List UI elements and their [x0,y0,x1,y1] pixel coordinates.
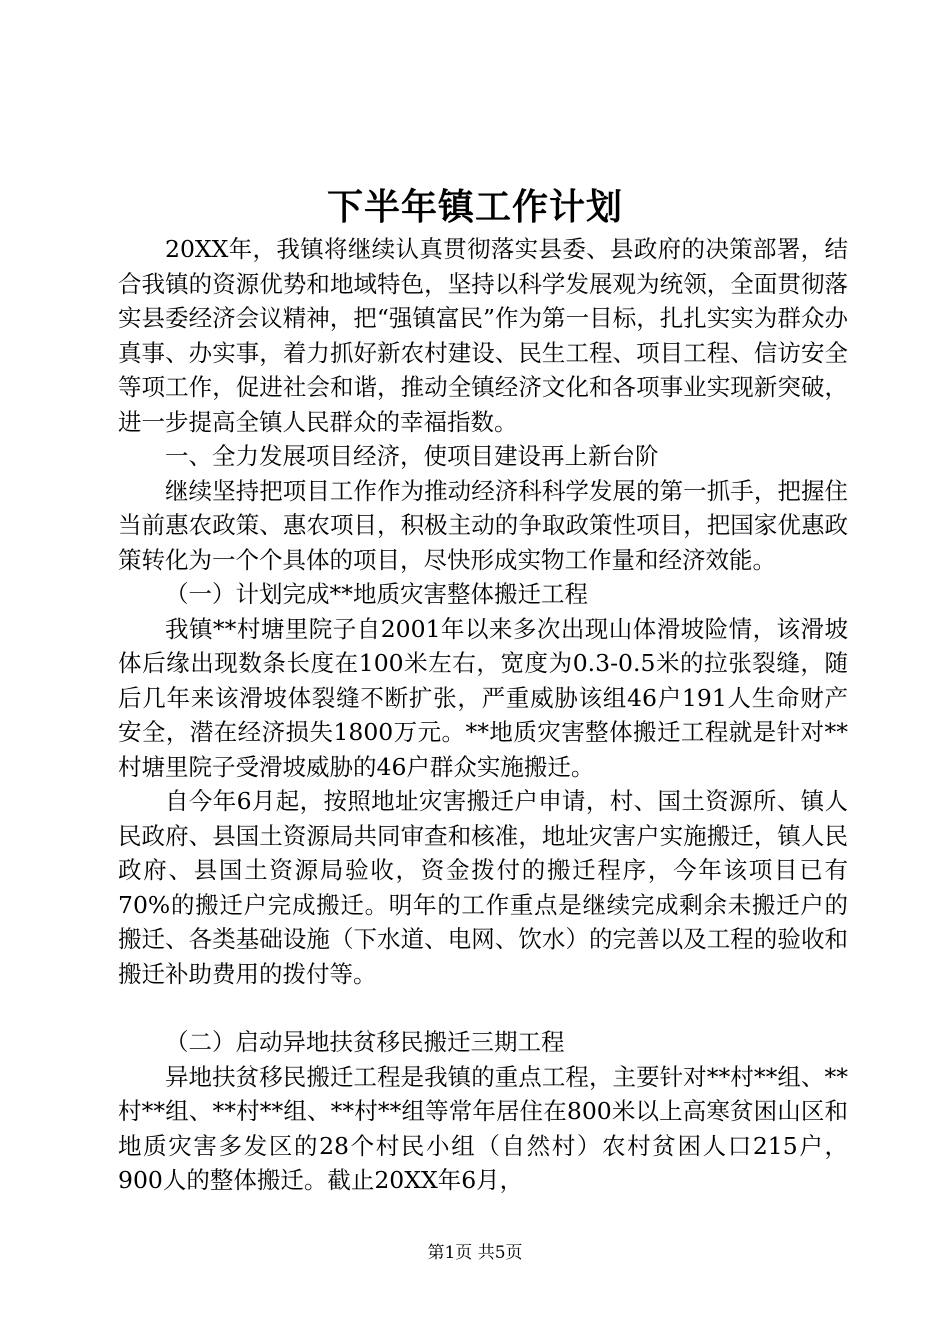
subsection-2-paragraph-1: 异地扶贫移民搬迁工程是我镇的重点工程，主要针对**村**组、**村**组、**村**组、**村**组等常年居住在800米以上高寒贫困山区和地质灾害多发区的28个村民小组（自然村）农村贫困人口215户，900人的整体搬迁。截止20XX年6月， [118,1062,848,1194]
section-1-paragraph: 继续坚持把项目工作作为推动经济科科学发展的第一抓手，把握住当前惠农政策、惠农项目，积极主动的争取政策性项目，把国家优惠政策转化为一个个具体的项目，尽快形成实物工作量和经济效能。 [118,476,848,574]
page-number-footer: 第1页 共5页 [427,1243,523,1263]
subsection-heading-2: （二）启动异地扶贫移民搬迁三期工程 [165,1028,565,1056]
subsection-heading-1: （一）计划完成**地质灾害整体搬迁工程 [165,580,588,608]
subsection-1-paragraph-2: 自今年6月起，按照地址灾害搬迁户申请，村、国土资源所、镇人民政府、县国土资源局共同审查和核准，地址灾害户实施搬迁，镇人民政府、县国土资源局验收，资金拨付的搬迁程序，今年该项目已有70%的搬迁户完成搬迁。明年的工作重点是继续完成剩余未搬迁户的搬迁、各类基础设施（下水道、电网、饮水）的完善以及工程的验收和搬迁补助费用的拨付等。 [118,787,848,988]
document-title: 下半年镇工作计划 [326,186,623,228]
intro-paragraph: 20XX年，我镇将继续认真贯彻落实县委、县政府的决策部署，结合我镇的资源优势和地域特色，坚持以科学发展观为统领，全面贯彻落实县委经济会议精神，把“强镇富民”作为第一目标，扎扎实实为群众办真事、办实事，着力抓好新农村建设、民生工程、项目工程、信访安全等项工作，促进社会和谐，推动全镇经济文化和各项事业实现新突破，进一步提高全镇人民群众的幸福指数。 [118,235,848,436]
section-heading-1: 一、全力发展项目经济，使项目建设再上新台阶 [165,442,659,470]
document-body [118,232,848,1198]
subsection-1-paragraph-1: 我镇**村塘里院子自2001年以来多次出现山体滑坡险情，该滑坡体后缘出现数条长度在100米左右，宽度为0.3-0.5米的拉张裂缝，随后几年来该滑坡体裂缝不断扩张，严重威胁该组46户191人生命财产安全，潜在经济损失1800万元。**地质灾害整体搬迁工程就是针对**村塘里院子受滑坡威胁的46户群众实施搬迁。 [118,614,848,781]
